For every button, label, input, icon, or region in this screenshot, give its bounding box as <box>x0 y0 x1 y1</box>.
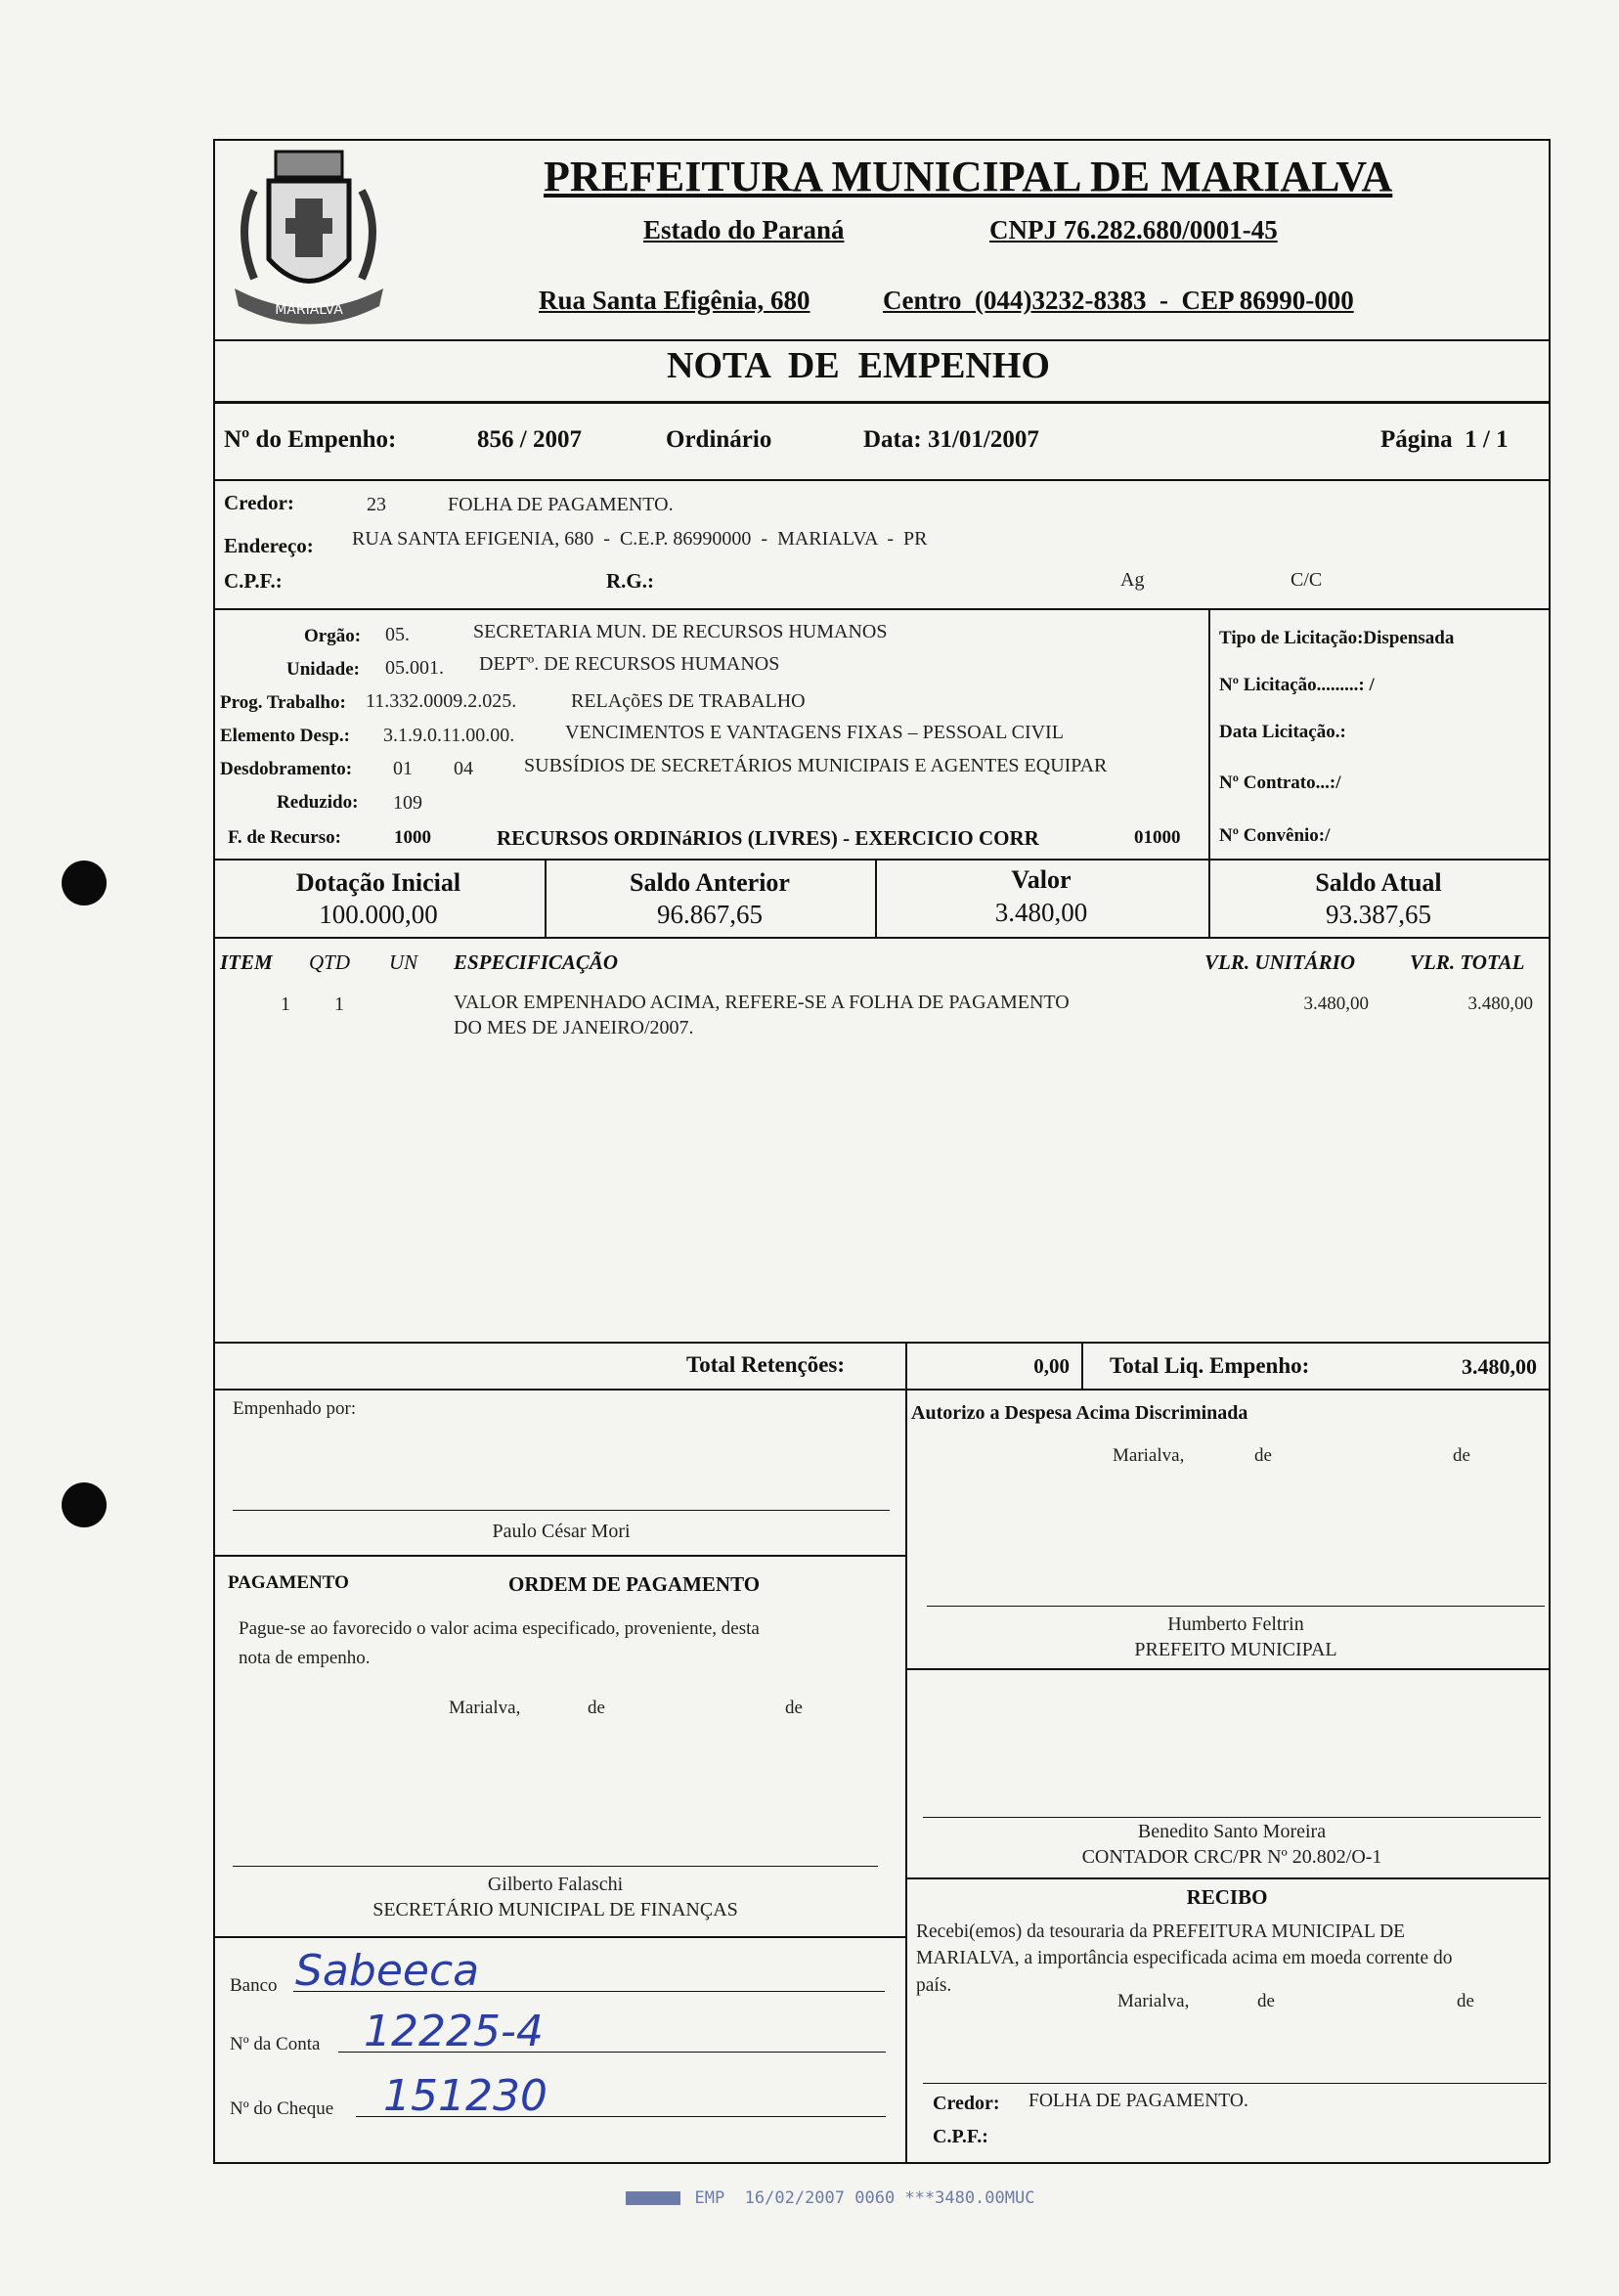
total-liquido: 3.480,00 <box>1462 1354 1537 1379</box>
item-description-line-1: VALOR EMPENHADO ACIMA, REFERE-SE A FOLHA DE PAGAMENTO <box>454 992 1070 1013</box>
prefeito-name: Humberto Feltrin <box>1167 1613 1304 1635</box>
ordem-pagamento: ORDEM DE PAGAMENTO <box>508 1572 761 1596</box>
total-retencoes: 0,00 <box>1033 1354 1070 1378</box>
prog-label: Prog. Trabalho: <box>220 692 346 713</box>
ag-label: Ag <box>1120 569 1145 591</box>
secretario-name: Gilberto Falaschi <box>487 1874 624 1895</box>
document-title: NOTA DE EMPENHO <box>667 345 1050 386</box>
banco-label: Banco <box>230 1975 278 1996</box>
processing-stamp <box>606 2169 1034 2208</box>
secretario-role: SECRETÁRIO MUNICIPAL DE FINANÇAS <box>372 1899 738 1921</box>
unidade-code: 05.001. <box>385 657 444 679</box>
elemento-label: Elemento Desp.: <box>220 726 350 746</box>
cpf-label: C.P.F.: <box>224 569 283 593</box>
prog-code: 11.332.0009.2.025. <box>366 690 517 712</box>
pagamento-text-1: Pague-se ao favorecido o valor acima especificado, proveniente, desta <box>239 1618 760 1639</box>
stamp-text: EMP 16/02/2007 0060 ***3480.00MUC <box>694 2188 1035 2208</box>
pagamento-de-1: de <box>588 1698 605 1718</box>
conta-label: Nº da Conta <box>230 2034 321 2054</box>
licitacao-data: Data Licitação.: <box>1219 722 1346 742</box>
pagamento-city: Marialva, <box>449 1698 521 1718</box>
convenio: Nº Convênio:/ <box>1219 825 1331 846</box>
autorizo-label: Autorizo a Despesa Acima Discriminada <box>911 1402 1248 1424</box>
saldo-anterior-label: Saldo Anterior <box>630 868 790 897</box>
unidade-label: Unidade: <box>286 659 360 680</box>
empenho-type: Ordinário <box>666 426 772 453</box>
desdobramento: SUBSÍDIOS DE SECRETÁRIOS MUNICIPAIS E AGENTES EQUIPAR <box>524 755 1108 776</box>
address: Rua Santa Efigênia, 680 <box>539 286 810 315</box>
item-description-line-2: DO MES DE JANEIRO/2007. <box>454 1017 694 1038</box>
contador-role: CONTADOR CRC/PR Nº 20.802/O-1 <box>1081 1846 1382 1868</box>
cnpj: CNPJ 76.282.680/0001-45 <box>989 215 1278 244</box>
dotacao-inicial-value: 100.000,00 <box>319 900 438 929</box>
total-liquido-label: Total Liq. Empenho: <box>1110 1353 1310 1378</box>
item-number: 1 <box>281 993 290 1015</box>
dotacao-inicial-label: Dotação Inicial <box>295 868 461 897</box>
col-item: ITEM <box>220 950 273 974</box>
autorizo-de-2: de <box>1453 1445 1470 1466</box>
autorizo-city: Marialva, <box>1113 1445 1185 1466</box>
empenho-date: Data: 31/01/2007 <box>863 426 1039 453</box>
pagamento-text-2: nota de empenho. <box>239 1648 371 1668</box>
punch-hole-bottom <box>62 1482 107 1527</box>
conta-handwritten: 12225-4 <box>364 2007 544 2056</box>
cheque-handwritten: 151230 <box>383 2071 547 2121</box>
reduzido-label: Reduzido: <box>277 792 359 813</box>
total-retencoes-label: Total Retenções: <box>686 1352 846 1377</box>
recibo-title: RECIBO <box>1186 1885 1268 1909</box>
elemento: VENCIMENTOS E VANTAGENS FIXAS – PESSOAL CIVIL <box>565 722 1064 743</box>
valor-label: Valor <box>1011 865 1072 894</box>
empenhado-name: Paulo César Mori <box>492 1521 631 1542</box>
rg-label: R.G.: <box>606 569 654 593</box>
pagamento-label: PAGAMENTO <box>228 1572 349 1593</box>
recibo-de-2: de <box>1457 1991 1474 2011</box>
recibo-text-1: Recebi(emos) da tesouraria da PREFEITURA MUNICIPAL DE <box>916 1921 1406 1942</box>
endereco: RUA SANTA EFIGENIA, 680 - C.E.P. 86990000 - MARIALVA - PR <box>352 528 928 550</box>
recibo-text-2: MARIALVA, a importância especificada acima em moeda corrente do <box>916 1948 1453 1968</box>
desdobramento-code-2: 04 <box>454 758 473 779</box>
prog: RELAçõES DE TRABALHO <box>571 690 806 712</box>
contrato: Nº Contrato...:/ <box>1219 773 1341 793</box>
orgao-label: Orgão: <box>304 626 362 646</box>
state-name: Estado do Paraná <box>643 215 845 244</box>
recurso-code: 1000 <box>394 827 431 848</box>
saldo-atual-label: Saldo Atual <box>1315 868 1442 897</box>
unidade: DEPTº. DE RECURSOS HUMANOS <box>479 653 780 675</box>
prefeito-role: PREFEITO MUNICIPAL <box>1134 1639 1337 1660</box>
elemento-code: 3.1.9.0.11.00.00. <box>383 725 515 746</box>
saldo-atual-value: 93.387,65 <box>1326 900 1431 929</box>
col-especificacao: ESPECIFICAÇÃO <box>454 950 619 974</box>
recibo-city: Marialva, <box>1117 1991 1190 2011</box>
valor-value: 3.480,00 <box>994 898 1088 927</box>
licitacao-tipo: Tipo de Licitação:Dispensada <box>1219 628 1455 648</box>
licitacao-numero: Nº Licitação.........: / <box>1219 675 1375 695</box>
saldo-anterior-value: 96.867,65 <box>657 900 763 929</box>
col-un: UN <box>389 950 418 974</box>
institution-title: PREFEITURA MUNICIPAL DE MARIALVA <box>544 153 1393 200</box>
empenho-number: 856 / 2007 <box>477 426 582 453</box>
recibo-credor-label: Credor: <box>933 2093 1000 2114</box>
col-vlr-unitario: VLR. UNITÁRIO <box>1204 950 1356 974</box>
item-vlr-unitario: 3.480,00 <box>1303 993 1369 1014</box>
empenho-number-label: Nº do Empenho: <box>224 426 397 453</box>
col-qtd: QTD <box>309 950 351 974</box>
desdobramento-code-1: 01 <box>393 758 413 779</box>
credor-name: FOLHA DE PAGAMENTO. <box>448 494 674 515</box>
orgao-code: 05. <box>385 624 410 645</box>
banco-handwritten: Sabeeca <box>295 1946 480 1996</box>
endereco-label: Endereço: <box>224 534 314 557</box>
item-qtd: 1 <box>334 993 344 1015</box>
pagamento-de-2: de <box>785 1698 803 1718</box>
recurso-code-2: 01000 <box>1134 827 1181 848</box>
punch-hole-top <box>62 861 107 905</box>
page-number: Página 1 / 1 <box>1380 426 1509 453</box>
reduzido: 109 <box>393 792 422 814</box>
credor-label: Credor: <box>224 491 294 514</box>
recibo-cpf-label: C.P.F.: <box>933 2126 988 2147</box>
credor-code: 23 <box>367 494 386 515</box>
recibo-de-1: de <box>1257 1991 1275 2011</box>
orgao: SECRETARIA MUN. DE RECURSOS HUMANOS <box>473 621 888 642</box>
item-vlr-total: 3.480,00 <box>1467 993 1533 1014</box>
empenhado-label: Empenhado por: <box>233 1398 357 1419</box>
municipal-seal <box>215 142 403 333</box>
recibo-text-3: país. <box>916 1975 952 1996</box>
recurso: RECURSOS ORDINáRIOS (LIVRES) - EXERCICIO CORR <box>497 826 1039 850</box>
desdobramento-label: Desdobramento: <box>220 759 353 779</box>
col-vlr-total: VLR. TOTAL <box>1410 950 1525 974</box>
cc-label: C/C <box>1291 569 1323 591</box>
district-phone-cep: Centro (044)3232-8383 - CEP 86990-000 <box>883 286 1354 315</box>
recurso-label: F. de Recurso: <box>228 827 341 848</box>
autorizo-de-1: de <box>1254 1445 1272 1466</box>
stamp-logo-icon <box>626 2191 680 2205</box>
cheque-label: Nº do Cheque <box>230 2098 334 2119</box>
contador-name: Benedito Santo Moreira <box>1137 1821 1327 1842</box>
svg-text:MARIALVA: MARIALVA <box>275 302 343 318</box>
recibo-credor: FOLHA DE PAGAMENTO. <box>1028 2091 1248 2111</box>
